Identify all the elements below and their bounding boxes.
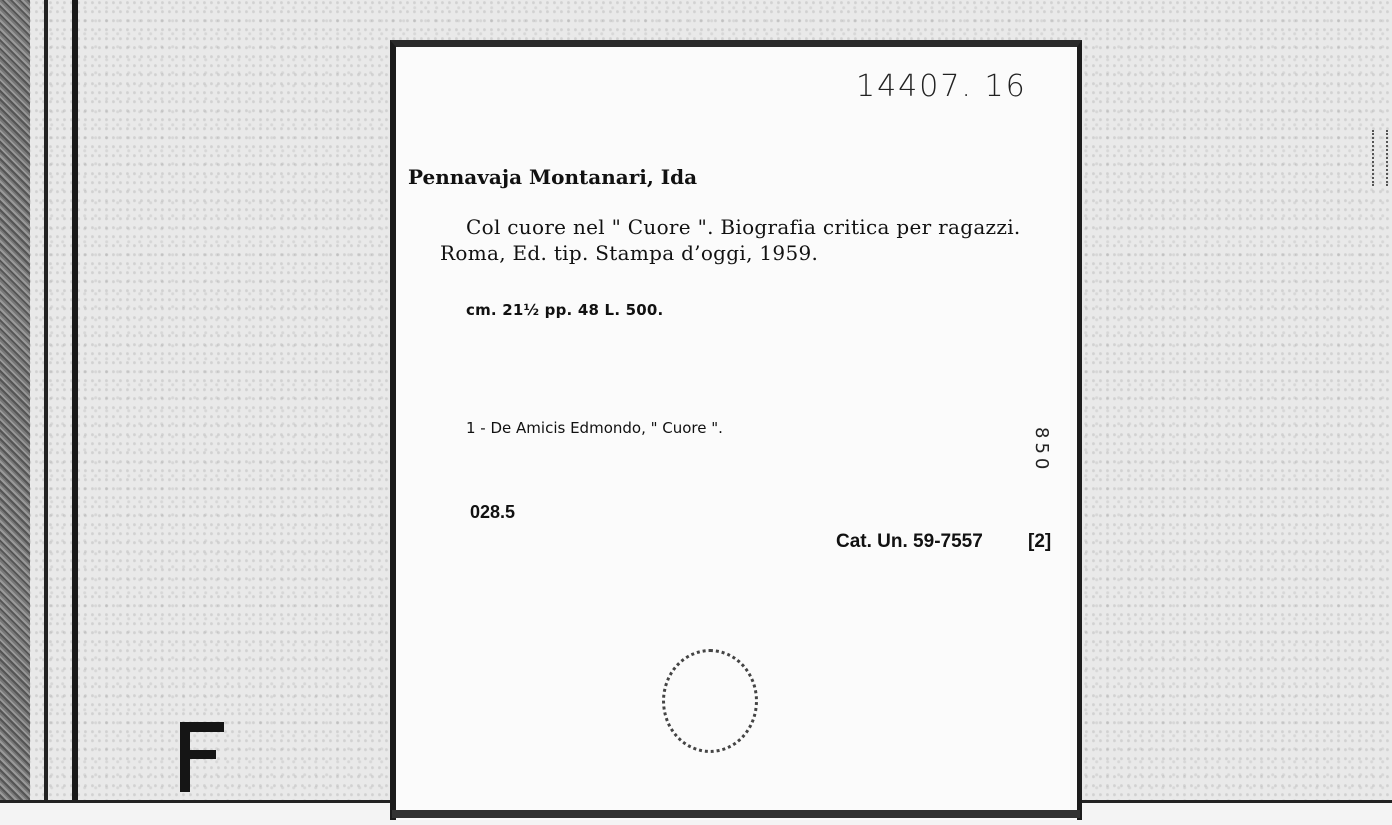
left-rule: [72, 0, 78, 800]
title-line-2: Roma, Ed. tip. Stampa d’oggi, 1959.: [440, 241, 819, 265]
vertical-number: [1026, 427, 1056, 487]
margin-letter-text: F: [178, 718, 179, 719]
catalog-number: Cat. Un. 59-7557: [836, 531, 983, 552]
margin-letter-f: [178, 718, 228, 796]
card-punch-hole: [662, 649, 758, 753]
scan-left-edge: [0, 0, 30, 822]
card-count: [2]: [1028, 531, 1052, 552]
vertical-number-text: 850: [1031, 427, 1052, 474]
title-line-1: Col cuore nel " Cuore ". Biografia critica per ragazzi.: [466, 215, 1021, 239]
subject-entry: 1 - De Amicis Edmondo, " Cuore ".: [466, 419, 723, 437]
class-number: 028.5: [470, 502, 516, 522]
collation-line: cm. 21½ pp. 48 L. 500.: [466, 301, 664, 319]
margin-mark: [1372, 130, 1388, 186]
catalog-card: [390, 40, 1082, 820]
card-bottom-edge: [392, 810, 1080, 818]
left-rule: [44, 0, 48, 822]
author-heading: Pennavaja Montanari, Ida: [408, 165, 698, 189]
accession-number: 14407. 16: [856, 69, 1027, 104]
